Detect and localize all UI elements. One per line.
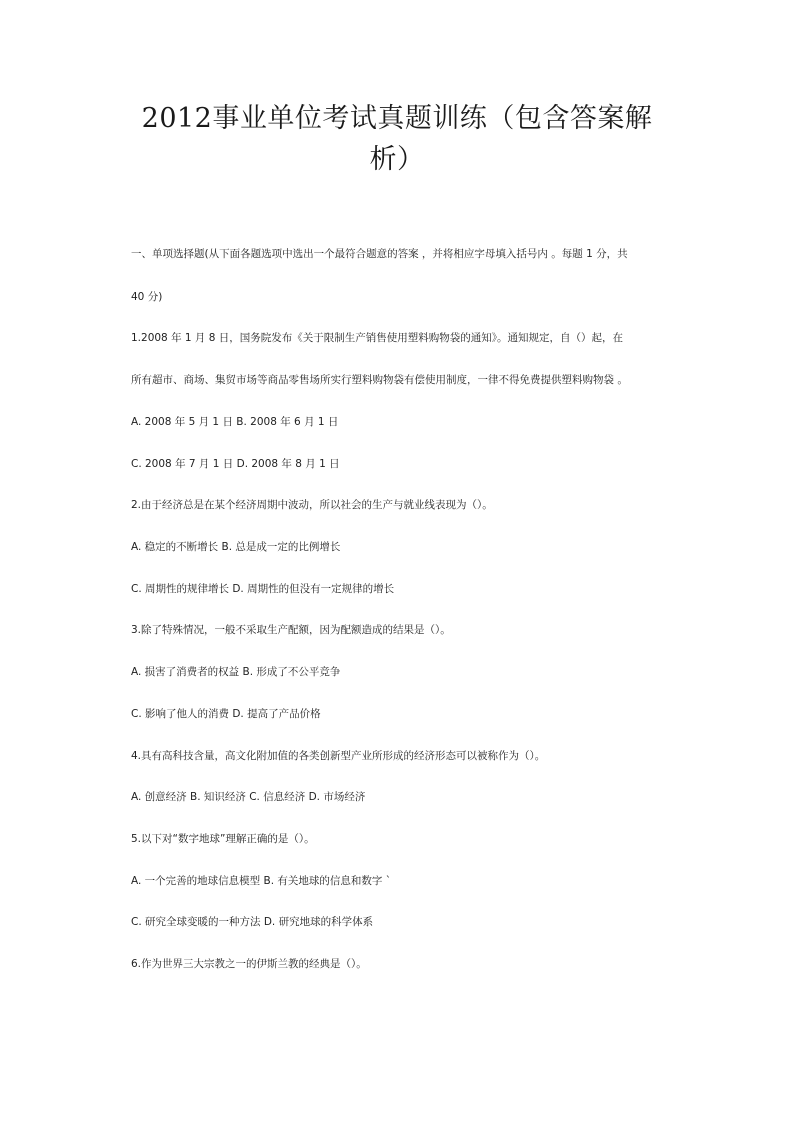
question-2: 2.由于经济总是在某个经济周期中波动，所以社会的生产与就业线表现为（）。	[131, 499, 493, 511]
question-2-options-ab: A. 稳定的不断增长 B. 总是成一定的比例增长	[131, 541, 341, 553]
section-heading-cont: 40 分)	[131, 291, 163, 303]
document-title-line-1: 2012事业单位考试真题训练（包含答案解	[141, 103, 653, 134]
question-1-options-cd: C. 2008 年 7 月 1 日 D. 2008 年 8 月 1 日	[131, 458, 340, 470]
section-heading: 一、单项选择题(从下面各题选项中选出一个最符合题意的答案 ，并将相应字母填入括号内 。每题 1 分，共	[131, 248, 628, 260]
question-3: 3.除了特殊情况，一般不采取生产配额，因为配额造成的结果是（）。	[131, 624, 451, 636]
question-1-cont: 所有超市、商场、集贸市场等商品零售场所实行塑料购物袋有偿使用制度，一律不得免费提供塑料购物袋 。	[131, 374, 628, 386]
question-4-options: A. 创意经济 B. 知识经济 C. 信息经济 D. 市场经济	[131, 791, 366, 803]
document-title-line-2: 析）	[369, 144, 425, 175]
question-1-options-ab: A. 2008 年 5 月 1 日 B. 2008 年 6 月 1 日	[131, 416, 339, 428]
question-1: 1.2008 年 1 月 8 日，国务院发布《关于限制生产销售使用塑料购物袋的通知》。通知规定，自（）起，在	[131, 332, 624, 344]
question-2-options-cd: C. 周期性的规律增长 D. 周期性的但没有一定规律的增长	[131, 583, 395, 595]
question-6: 6.作为世界三大宗教之一的伊斯兰教的经典是（）。	[131, 958, 367, 970]
question-4: 4.具有高科技含量，高文化附加值的各类创新型产业所形成的经济形态可以被称作为（）。	[131, 750, 546, 762]
question-3-options-cd: C. 影响了他人的消费 D. 提高了产品价格	[131, 708, 321, 720]
question-5-options-ab: A. 一个完善的地球信息模型 B. 有关地球的信息和数字 `	[131, 875, 391, 887]
question-3-options-ab: A. 损害了消费者的权益 B. 形成了不公平竞争	[131, 666, 341, 678]
question-5-options-cd: C. 研究全球变暖的一种方法 D. 研究地球的科学体系	[131, 916, 374, 928]
question-5: 5.以下对“数字地球”理解正确的是（）。	[131, 833, 315, 845]
